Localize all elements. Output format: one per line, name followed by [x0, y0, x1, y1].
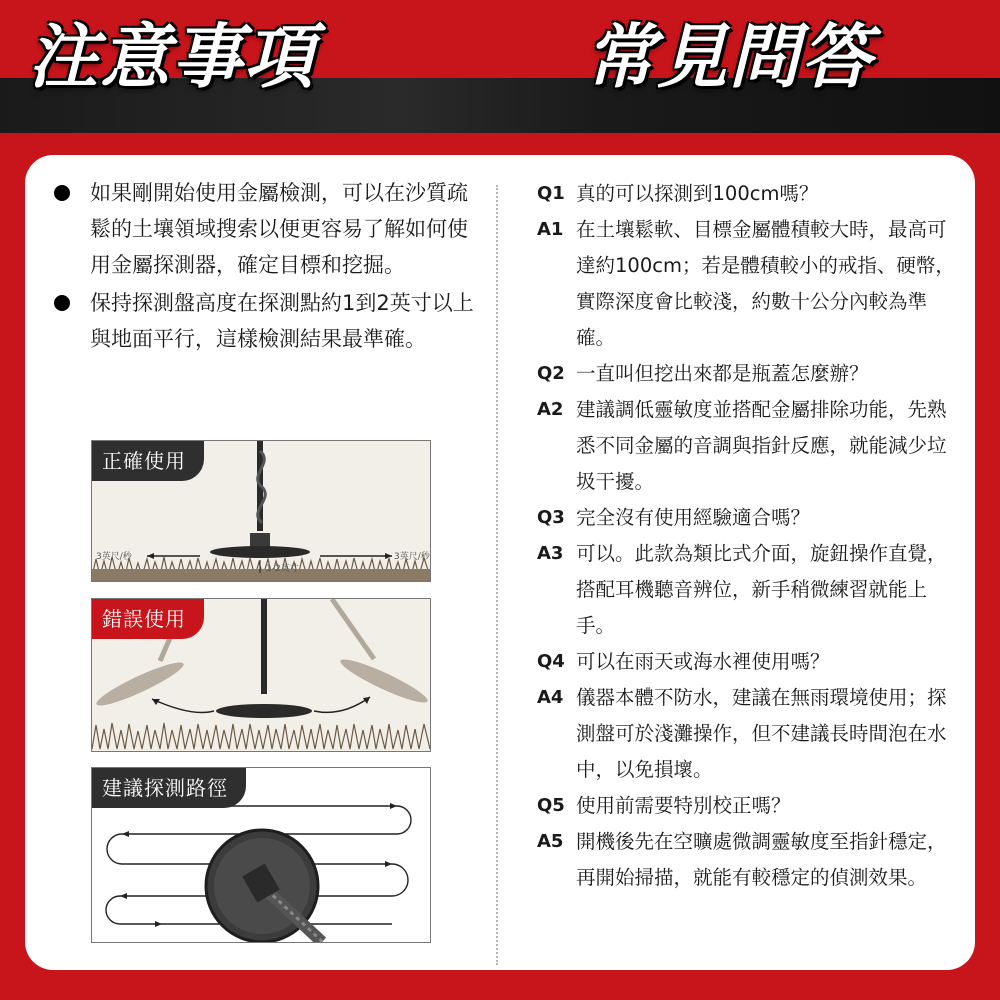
correct-usage-tag: 正確使用 [92, 441, 204, 481]
faq-question [537, 176, 957, 212]
correct-usage-panel [91, 440, 431, 582]
height-label: 1-2英寸 [266, 564, 299, 574]
question-text: 一直叫但挖出來都是瓶蓋怎麼辦？ [576, 362, 869, 385]
faq-answer [537, 212, 957, 356]
note-item [50, 285, 480, 357]
question-label: Q1 [537, 183, 565, 204]
wrong-usage-tag: 錯誤使用 [92, 599, 204, 639]
question-label: Q4 [537, 651, 565, 672]
note-item [50, 175, 480, 283]
faq-answer [537, 536, 957, 644]
faq-answer [537, 392, 957, 500]
path-panel [91, 767, 431, 943]
notes-list [50, 175, 480, 359]
faq-list [537, 176, 957, 896]
note-text: 如果剛開始使用金屬檢測，可以在沙質疏鬆的土壤領域搜索以便更容易了解如何使用金屬探測器，確定目標和挖掘。 [90, 181, 468, 277]
bullet-icon [54, 185, 70, 201]
question-text: 使用前需要特別校正嗎？ [576, 794, 791, 817]
answer-label: A4 [537, 687, 564, 708]
faq-question [537, 356, 957, 392]
question-label: Q3 [537, 507, 565, 528]
answer-label: A3 [537, 543, 564, 564]
path-tag: 建議探測路徑 [92, 768, 246, 808]
faq-question [537, 644, 957, 680]
answer-text: 可以。此款為類比式介面，旋鈕操作直覺，搭配耳機聽音辨位，新手稍微練習就能上手。 [576, 542, 947, 637]
question-text: 完全沒有使用經驗適合嗎？ [576, 506, 811, 529]
answer-label: A5 [537, 831, 564, 852]
bullet-icon [54, 295, 70, 311]
question-label: Q2 [537, 363, 565, 384]
faq-answer [537, 680, 957, 788]
answer-label: A2 [537, 399, 564, 420]
question-text: 真的可以探測到100cm嗎？ [576, 182, 819, 205]
question-label: Q5 [537, 795, 565, 816]
note-text: 保持探測盤高度在探測點約1到2英寸以上與地面平行，這樣檢測結果最準確。 [90, 291, 474, 351]
answer-text: 建議調低靈敏度並搭配金屬排除功能，先熟悉不同金屬的音調與指針反應，就能減少垃圾干擾。 [576, 398, 947, 493]
left-speed-label: 3英尺/秒 [96, 552, 132, 562]
answer-text: 在土壤鬆軟、目標金屬體積較大時，最高可達約100cm；若是體積較小的戒指、硬幣，實際深度會比較淺，約數十公分內較為準確。 [576, 218, 955, 349]
answer-text: 開機後先在空曠處微調靈敏度至指針穩定，再開始掃描，就能有較穩定的偵測效果。 [576, 830, 947, 889]
faq-answer [537, 824, 957, 896]
answer-label: A1 [537, 219, 564, 240]
answer-text: 儀器本體不防水，建議在無雨環境使用；探測盤可於淺灘操作，但不建議長時間泡在水中，以免損壞。 [576, 686, 947, 781]
faq-question [537, 788, 957, 824]
right-speed-label: 3英尺/秒 [394, 552, 430, 562]
wrong-usage-panel [91, 598, 431, 752]
faq-title: 常見問答 [585, 16, 873, 98]
column-divider [496, 185, 498, 965]
question-text: 可以在雨天或海水裡使用嗎？ [576, 650, 830, 673]
faq-question [537, 500, 957, 536]
notes-title: 注意事項 [28, 16, 316, 98]
